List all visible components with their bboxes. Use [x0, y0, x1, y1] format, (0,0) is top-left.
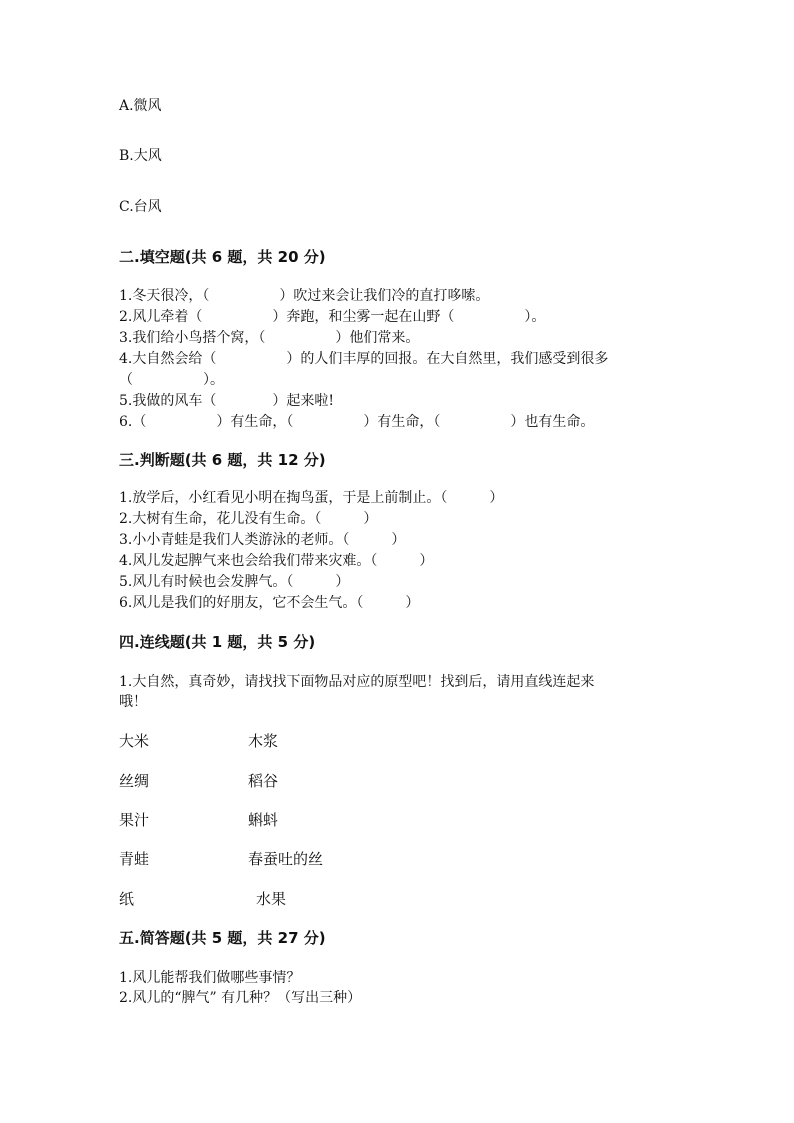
match-right-item: 春蚕吐的丝 — [248, 850, 324, 868]
short-item: 1.风儿能帮我们做哪些事情？ — [119, 970, 301, 986]
match-section-title: 四.连线题(共 1 题，共 5 分) — [119, 633, 316, 651]
fill-item: 5.我做的风车（ ）起来啦! — [119, 393, 334, 409]
choice-a: A.微风 — [119, 98, 162, 114]
judge-item: 3.小小青蛙是我们人类游泳的老师。（ ） — [119, 532, 406, 548]
fill-section-title: 二.填空题(共 6 题，共 20 分) — [119, 248, 326, 266]
match-right-item: 稻谷 — [248, 772, 279, 790]
fill-item: 1.冬天很冷，（ ）吹过来会让我们冷的直打哆嗦。 — [119, 288, 490, 304]
judge-item: 5.风儿有时候也会发脾气。（ ） — [119, 574, 350, 590]
choice-b: B.大风 — [119, 148, 162, 164]
short-item: 2.风儿的“脾气” 有几种？（写出三种） — [119, 990, 362, 1006]
judge-item: 2.大树有生命，花儿没有生命。（ ） — [119, 511, 378, 527]
choice-c: C.台风 — [119, 199, 162, 215]
match-right-item: 木浆 — [248, 732, 279, 750]
short-section-title: 五.简答题(共 5 题，共 27 分) — [119, 929, 326, 947]
match-left-item: 大米 — [119, 732, 150, 750]
judge-item: 4.风儿发起脾气来也会给我们带来灾难。（ ） — [119, 553, 434, 569]
match-left-item: 果汁 — [119, 811, 150, 829]
match-left-item: 青蛙 — [119, 850, 150, 868]
judge-item: 6.风儿是我们的好朋友，它不会生气。（ ） — [119, 595, 420, 611]
judge-item: 1.放学后，小红看见小明在掏鸟蛋，于是上前制止。（ ） — [119, 490, 504, 506]
match-right-item: 蝌蚪 — [248, 811, 279, 829]
fill-item: 2.风儿牵着（ ）奔跑，和尘雾一起在山野（ ）。 — [119, 309, 546, 325]
match-prompt-cont: 哦！ — [119, 694, 147, 710]
judge-section-title: 三.判断题(共 6 题，共 12 分) — [119, 451, 326, 469]
match-prompt: 1.大自然，真奇妙，请找找下面物品对应的原型吧！找到后，请用直线连起来 — [119, 674, 595, 690]
match-left-item: 丝绸 — [119, 772, 150, 790]
fill-item: 6.（ ）有生命，（ ）有生命，（ ）也有生命。 — [119, 414, 595, 430]
fill-item: 3.我们给小鸟搭个窝，（ ）他们常来。 — [119, 330, 420, 346]
match-left-item: 纸 — [119, 890, 135, 908]
fill-item: 4.大自然会给（ ）的人们丰厚的回报。在大自然里，我们感受到很多 — [119, 351, 609, 367]
match-right-item: 水果 — [256, 890, 287, 908]
fill-item: （ ）。 — [119, 372, 224, 388]
